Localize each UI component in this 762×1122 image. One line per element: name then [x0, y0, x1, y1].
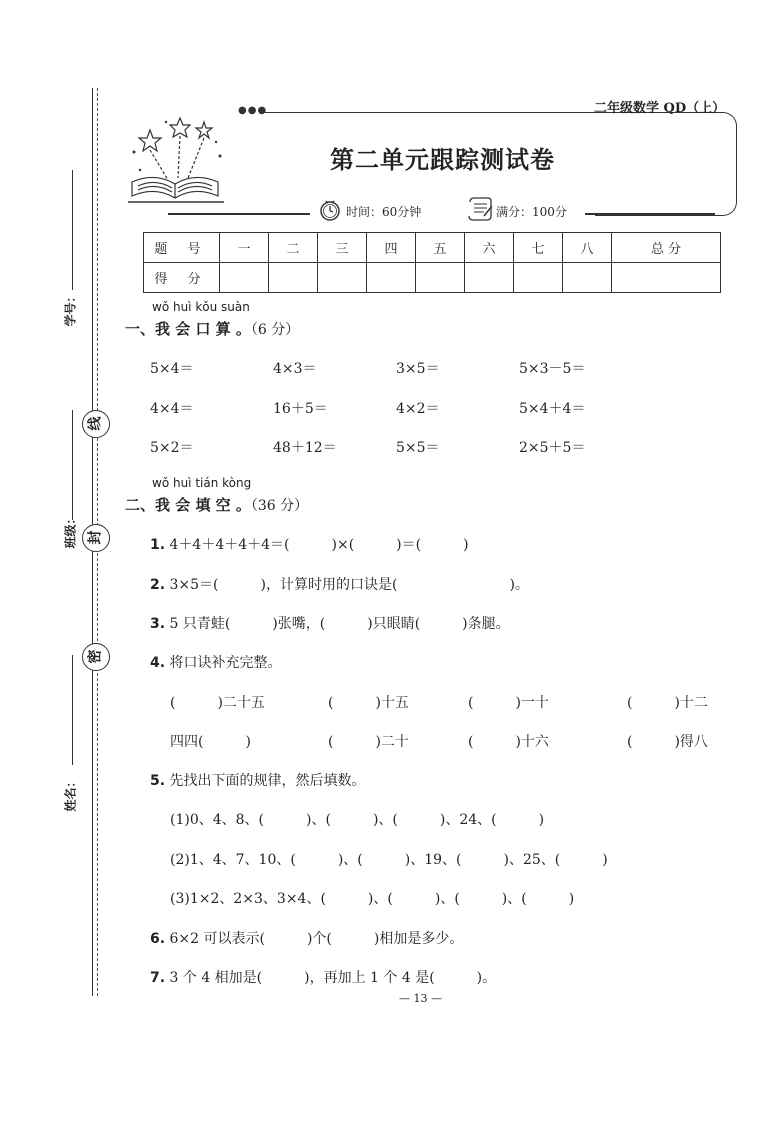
calc-item: 3×5＝: [396, 361, 440, 377]
name-label: 姓名：: [63, 775, 78, 812]
student-no-blank: [72, 170, 73, 290]
score-cell[interactable]: [416, 263, 465, 293]
calc-item: 16＋5＝: [273, 401, 328, 417]
book-illustration-icon: [120, 112, 230, 212]
question-4: 4. 将口诀补充完整。: [150, 655, 282, 671]
score-cell[interactable]: [612, 263, 721, 293]
student-no-label: 学号：: [63, 290, 78, 327]
meta-line-left: [168, 213, 310, 215]
section1-title: 一、我 会 口 算 。（6 分）: [125, 320, 300, 338]
score-table-header-cell: 总 分: [612, 233, 721, 263]
score-cell[interactable]: [514, 263, 563, 293]
question-3: 3. 5 只青蛙( )张嘴，( )只眼睛( )条腿。: [150, 616, 510, 632]
class-label: 班级：: [63, 512, 78, 549]
calc-item: 4×2＝: [396, 401, 440, 417]
q4-item: ( )十六: [468, 734, 549, 750]
seal-line-circle: 线: [82, 410, 110, 438]
q5-sequence-1: (1)0、4、8、( )、( )、( )、24、( ): [170, 812, 545, 828]
score-table-header-cell: 一: [220, 233, 269, 263]
calc-item: 5×4＋4＝: [519, 401, 586, 417]
q4-item: ( )二十五: [170, 695, 265, 711]
score-cell[interactable]: [563, 263, 612, 293]
score-table-header-row: [144, 233, 721, 263]
score-cell[interactable]: [220, 263, 269, 293]
grade-label: 二年级数学 QD（上）: [594, 101, 726, 116]
q5-sequence-2: (2)1、4、7、10、( )、( )、19、( )、25、( ): [170, 852, 608, 868]
page-title: 第二单元跟踪测试卷: [330, 145, 555, 174]
meta-line-right: [585, 213, 715, 215]
class-blank: [72, 410, 73, 520]
score-table-score-row: [144, 263, 721, 293]
page-number: — 13 —: [399, 992, 442, 1005]
calc-item: 5×4＝: [150, 361, 194, 377]
q4-item: ( )十五: [328, 695, 409, 711]
q4-item: ( )十二: [627, 695, 708, 711]
score-cell[interactable]: [367, 263, 416, 293]
section2-title: 二、我 会 填 空 。（36 分）: [125, 496, 309, 514]
score-table: [143, 232, 721, 293]
question-5: 5. 先找出下面的规律，然后填数。: [150, 773, 366, 789]
score-label-cell: 得 分: [144, 263, 220, 293]
q4-item: 四四( ): [170, 734, 251, 750]
clock-icon: [318, 198, 342, 222]
score-cell[interactable]: [318, 263, 367, 293]
score-table-header-cell: 四: [367, 233, 416, 263]
score-cell[interactable]: [269, 263, 318, 293]
calc-item: 2×5＋5＝: [519, 440, 586, 456]
q5-sequence-3: (3)1×2、2×3、3×4、( )、( )、( )、( ): [170, 891, 575, 907]
score-table-header-cell: 六: [465, 233, 514, 263]
name-blank: [72, 655, 73, 765]
question-6: 6. 6×2 可以表示( )个( )相加是多少。: [150, 931, 464, 947]
calc-item: 48＋12＝: [273, 440, 337, 456]
score-table-header-cell: 二: [269, 233, 318, 263]
question-2: 2. 3×5＝( )，计算时用的口诀是( )。: [150, 577, 529, 593]
calc-item: 5×3－5＝: [519, 361, 586, 377]
score-table-header-cell: 七: [514, 233, 563, 263]
question-1: 1. 4＋4＋4＋4＋4＝( )×( )＝( ): [150, 537, 469, 553]
calc-item: 4×3＝: [273, 361, 317, 377]
q4-item: ( )二十: [328, 734, 409, 750]
calc-item: 5×2＝: [150, 440, 194, 456]
seal-feng-circle: 封: [82, 524, 110, 552]
q4-item: ( )一十: [468, 695, 549, 711]
seal-mi-circle: 密: [82, 643, 110, 671]
score-table-header-cell: 三: [318, 233, 367, 263]
scroll-icon: [466, 196, 494, 222]
calc-item: 4×4＝: [150, 401, 194, 417]
section1-pinyin: wǒ huì kǒu suàn: [152, 300, 250, 314]
score-table-header-cell: 五: [416, 233, 465, 263]
time-label: 时间：60分钟: [346, 205, 422, 219]
score-cell[interactable]: [465, 263, 514, 293]
q4-item: ( )得八: [627, 734, 708, 750]
full-score-label: 满分：100分: [496, 205, 567, 219]
question-7: 7. 3 个 4 相加是( )，再加上 1 个 4 是( )。: [150, 970, 497, 986]
header-dots: ●●●: [238, 105, 268, 116]
score-table-header-cell: 八: [563, 233, 612, 263]
score-table-header-cell: 题 号: [144, 233, 220, 263]
section2-pinyin: wǒ huì tián kòng: [152, 476, 252, 490]
calc-item: 5×5＝: [396, 440, 440, 456]
